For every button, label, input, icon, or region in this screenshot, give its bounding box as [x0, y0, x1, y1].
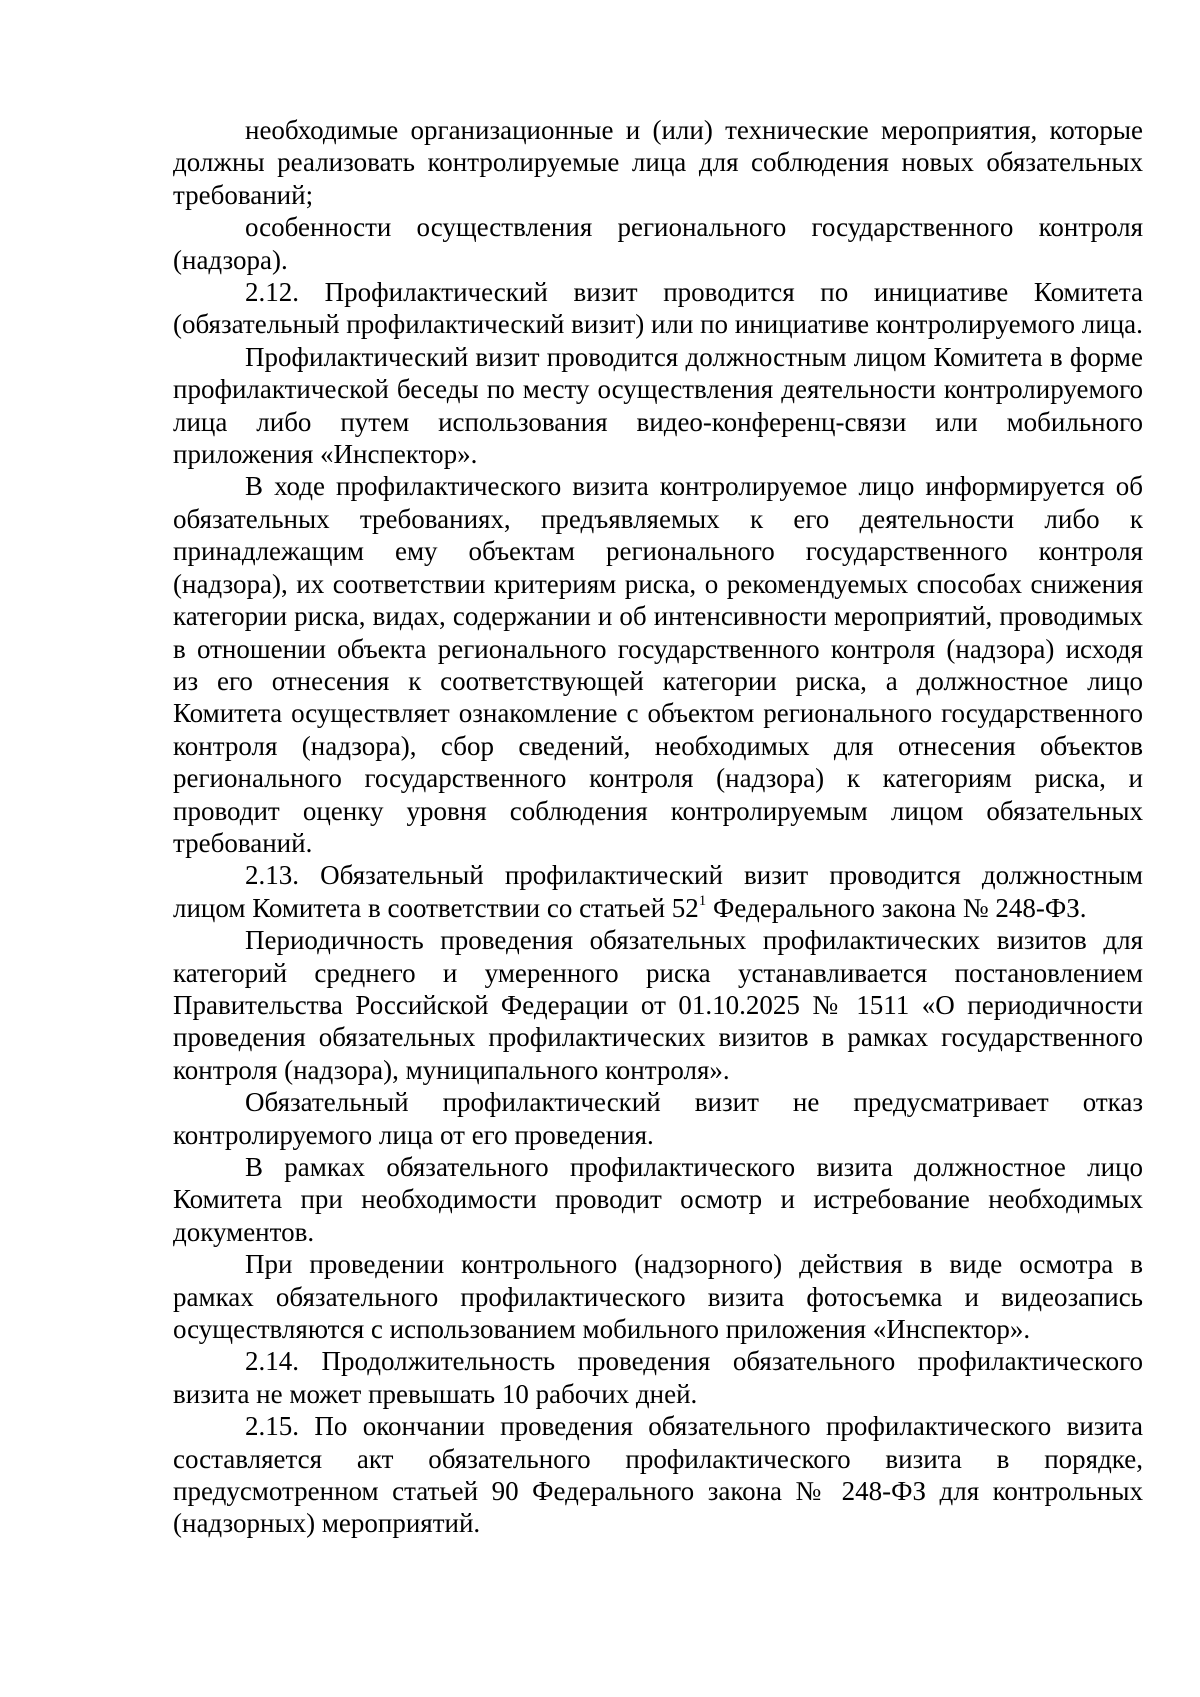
- paragraph-2-15: 2.15. По окончании проведения обязательного профилактического визита составляется акт обязательного профилактического визита в порядке, предусмотренном статьей 90 Федерального закона № 248-ФЗ для контрольных (надзорных) мероприятий.: [173, 1411, 1143, 1539]
- paragraph-photo-video: При проведении контрольного (надзорного) действия в виде осмотра в рамках обязательного профилактического визита фотосъемка и видеозапись осуществляются с использованием мобильного приложения «Инспектор».: [173, 1249, 1143, 1345]
- paragraph-2-13: [173, 859, 1143, 924]
- paragraph-2-14: 2.14. Продолжительность проведения обязательного профилактического визита не может превышать 10 рабочих дней.: [173, 1346, 1143, 1409]
- superscript-article-number: 1: [698, 892, 707, 909]
- paragraph-2-13-after: Федерального закона № 248-ФЗ.: [706, 892, 1087, 923]
- paragraph-periodicity: Периодичность проведения обязательных профилактических визитов для категорий среднего и умеренного риска устанавливается постановлением Правительства Российской Федерации от 01.10.2025 № 1511 «О периодичности проведения обязательных профилактических визитов в рамках государственного контроля (надзора), муниципального контроля».: [173, 925, 1143, 1085]
- document-page: [173, 114, 1143, 1540]
- paragraph-measures-list-item: необходимые организационные и (или) технические мероприятия, которые должны реализовать контролируемые лица для соблюдения новых обязательных требований;: [173, 115, 1143, 210]
- paragraph-inspection-documents: В рамках обязательного профилактического визита должностное лицо Комитета при необходимости проводит осмотр и истребование необходимых документов.: [173, 1152, 1143, 1247]
- paragraph-no-refusal: Обязательный профилактический визит не предусматривает отказ контролируемого лица от его проведения.: [173, 1087, 1143, 1150]
- paragraph-2-13-before: 2.13. Обязательный профилактический визит проводится должностным лицом Комитета в соответствии со статьей 52: [173, 860, 1143, 923]
- paragraph-visit-content: В ходе профилактического визита контролируемое лицо информируется об обязательных требованиях, предъявляемых к его деятельности либо к принадлежащим ему объектам регионального государственного контроля (надзора), их соответствии критериям риска, о рекомендуемых способах снижения категории риска, видах, содержании и об интенсивности мероприятий, проводимых в отношении объекта регионального государственного контроля (надзора) исходя из его отнесения к соответствующей категории риска, а должностное лицо Комитета осуществляет ознакомление с объектом регионального государственного контроля (надзора), сбор сведений, необходимых для отнесения объектов регионального государственного контроля (надзора) к категориям риска, и проводит оценку уровня соблюдения контролируемым лицом обязательных требований.: [173, 471, 1143, 858]
- paragraph-2-12: 2.12. Профилактический визит проводится по инициативе Комитета (обязательный профилактический визит) или по инициативе контролируемого лица.: [173, 277, 1143, 340]
- paragraph-visit-form: Профилактический визит проводится должностным лицом Комитета в форме профилактической беседы по месту осуществления деятельности контролируемого лица либо путем использования видео-конференц-связи или мобильного приложения «Инспектор».: [173, 341, 1143, 470]
- paragraph-control-features-list-item: особенности осуществления регионального государственного контроля (надзора).: [173, 212, 1143, 275]
